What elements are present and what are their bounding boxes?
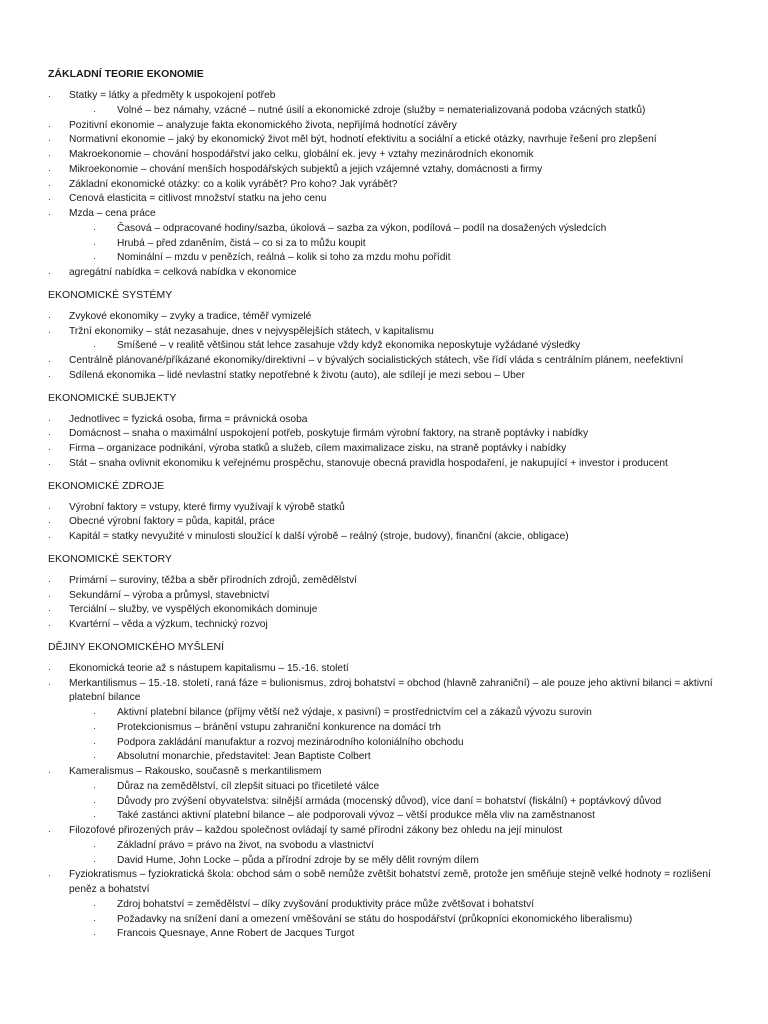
bullet-icon: ·	[93, 722, 96, 733]
list-item-text: Mikroekonomie – chování menších hospodářských subjektů a jejich vzájemné vztahy, domácnosti a firmy	[69, 163, 543, 175]
list-item-text: Merkantilismus – 15.-18. století, raná fáze = bulionismus, zdroj bohatství = obchod (hlavně zahraniční) – ale pouze jeho aktivní bilanci = aktivní platební bilance	[69, 677, 713, 704]
sub-list-item	[48, 736, 728, 751]
bullet-icon: ·	[48, 605, 51, 616]
list-item-text: Základní právo = právo na život, na svobodu a vlastnictví	[117, 839, 374, 851]
bullet-icon: ·	[48, 767, 51, 777]
bullet-list	[48, 501, 728, 545]
list-item	[48, 824, 728, 839]
list-item-text: Smíšené – v realitě většinou stát lehce zasahuje vždy když ekonomika neposkytuje vyžádané výsledky	[117, 340, 581, 352]
bullet-icon: ·	[48, 91, 51, 101]
bullet-icon: ·	[48, 209, 51, 219]
bullet-icon: ·	[48, 575, 51, 586]
list-item	[48, 354, 728, 369]
list-item	[48, 148, 728, 163]
list-item	[48, 413, 728, 428]
list-item-text: Výrobní faktory = vstupy, které firmy využívají k výrobě statků	[69, 501, 345, 513]
list-item	[48, 442, 728, 457]
bullet-list	[48, 310, 728, 384]
list-item-text: Pozitivní ekonomie – analyzuje fakta ekonomického života, nepřijímá hodnotící závěry	[69, 119, 457, 131]
sub-list-item	[48, 237, 728, 252]
section	[48, 287, 728, 384]
list-item-text: Jednotlivec = fyzická osoba, firma = právnická osoba	[69, 413, 308, 425]
list-item-text: Absolutní monarchie, představitel: Jean Baptiste Colbert	[117, 751, 371, 763]
list-item-text: Firma – organizace podnikání, výroba statků a služeb, cílem maximalizace zisku, na straně poptávky i nabídky	[69, 443, 567, 454]
bullet-icon: ·	[48, 620, 51, 630]
list-item-text: Důraz na zemědělství, cíl zlepšit situaci po třicetileté válce	[117, 780, 380, 792]
sub-list-item	[48, 854, 728, 869]
bullet-icon: ·	[48, 120, 51, 131]
list-item-text: Normativní ekonomie – jaký by ekonomický život měl být, hodnotí efektivitu a sociální a etické otázky, navrhuje řešení pro zlepšení	[69, 134, 657, 146]
bullet-icon: ·	[48, 590, 51, 601]
section	[48, 478, 728, 545]
list-item	[48, 192, 728, 207]
list-item	[48, 618, 728, 633]
list-item-text: Centrálně plánované/příkázané ekonomiky/direktivní – v bývalých socialistických státech, vše řídí vláda s centrálním plánem, neefektivní	[69, 355, 684, 366]
bullet-icon: ·	[93, 105, 96, 116]
bullet-icon: ·	[93, 781, 96, 792]
list-item-text: Podpora zakládání manufaktur a rozvoj mezinárodního koloniálního obchodu	[117, 736, 464, 748]
list-item-text: Volné – bez námahy, vzácné – nutné úsilí a ekonomické zdroje (služby = nematerializovaná podoba vzácných statků)	[117, 104, 646, 116]
list-item	[48, 530, 728, 545]
list-item	[48, 457, 728, 472]
section-heading: EKONOMICKÉ SEKTORY	[48, 552, 172, 565]
list-item-text: Ekonomická teorie až s nástupem kapitalismu – 15.-16. století	[69, 662, 349, 674]
bullet-icon: ·	[93, 899, 96, 910]
bullet-icon: ·	[93, 737, 96, 748]
list-item	[48, 868, 728, 898]
bullet-icon: ·	[48, 663, 51, 674]
list-item-text: Makroekonomie – chování hospodářství jako celku, globální ek. jevy + vztahy mezinárodních ekonomik	[69, 149, 534, 160]
sub-list-item	[48, 721, 728, 736]
list-item-text: Primární – suroviny, těžba a sběr přírodních zdrojů, zemědělství	[69, 574, 358, 586]
bullet-icon: ·	[48, 268, 51, 278]
bullet-icon: ·	[48, 826, 51, 836]
list-item-text: Filozofové přirozených práv – každou společnost ovládají ty samé přírodní zákony bez ohledu na její minulost	[69, 825, 563, 836]
list-item	[48, 677, 728, 707]
section	[48, 390, 728, 472]
list-item	[48, 310, 728, 325]
list-item-text: Domácnost – snaha o maximální uspokojení potřeb, poskytuje firmám výrobní faktory, na straně poptávky i nabídky	[69, 428, 589, 440]
list-item	[48, 163, 728, 178]
bullet-icon: ·	[93, 223, 96, 234]
list-item-text: Kapitál = statky nevyužité v minulosti sloužící k další výrobě – reálný (stroje, budovy), finanční (akcie, obligace)	[69, 531, 569, 542]
bullet-icon: ·	[93, 855, 96, 866]
list-item	[48, 119, 728, 134]
bullet-icon: ·	[48, 678, 51, 689]
list-item-text: Důvody pro zvýšení obyvatelstva: silnější armáda (mocenský důvod), více daní = bohatství (fiskální) + poptávkový důvod	[117, 795, 662, 807]
list-item-text: Sekundární – výroba a průmysl, stavebnictví	[69, 589, 270, 601]
list-item-text: Fyziokratismus – fyziokratická škola: obchod sám o sobě nemůže zvětšit bohatství země, protože jen směňuje stejně velké hodnoty = rozlišení peněz a bohatství	[69, 869, 711, 895]
list-item	[48, 574, 728, 589]
list-item-text: Sdílená ekonomika – lidé nevlastní statky nepotřebné k životu (auto), ale sdílejí je mezi sebou – Uber	[69, 369, 525, 381]
list-item-text: Tržní ekonomiky – stát nezasahuje, dnes v nejvyspělejších státech, v kapitalismu	[69, 325, 434, 337]
list-item-text: Požadavky na snížení daní a omezení vměšování se státu do hospodářství (průkopníci ekonomického liberalismu)	[117, 913, 633, 925]
section-heading: EKONOMICKÉ ZDROJE	[48, 479, 165, 492]
list-item-text: Terciální – služby, ve vyspělých ekonomikách dominuje	[69, 604, 318, 616]
sub-list-item	[48, 104, 728, 119]
bullet-icon: ·	[48, 532, 51, 542]
list-item-text: Nominální – mzdu v penězích, reálná – kolik si toho za mzdu mohu pořídit	[117, 252, 451, 264]
list-item	[48, 589, 728, 604]
list-item-text: Cenová elasticita = citlivost množství statku na jeho cenu	[69, 193, 327, 205]
bullet-icon: ·	[48, 311, 51, 322]
list-item-text: Zvykové ekonomiky – zvyky a tradice, téměř vymizelé	[69, 310, 312, 322]
bullet-list	[48, 413, 728, 472]
list-item-text: Hrubá – před zdaněním, čistá – co si za to můžu koupit	[117, 237, 366, 249]
list-item-text: Kvartérní – věda a výzkum, technický rozvoj	[69, 619, 268, 630]
bullet-icon: ·	[48, 370, 51, 381]
section-heading: EKONOMICKÉ SUBJEKTY	[48, 391, 177, 404]
list-item	[48, 325, 728, 340]
bullet-icon: ·	[93, 929, 96, 940]
sub-list-item	[48, 795, 728, 810]
list-item	[48, 369, 728, 384]
list-item-text: Zdroj bohatství = zemědělství – díky zvyšování produktivity práce může zvětšovat i bohatství	[117, 898, 535, 910]
list-item	[48, 133, 728, 148]
bullet-icon: ·	[48, 356, 51, 366]
section	[48, 551, 728, 633]
bullet-icon: ·	[93, 840, 96, 851]
bullet-icon: ·	[48, 502, 51, 513]
bullet-icon: ·	[93, 238, 96, 249]
bullet-icon: ·	[48, 870, 51, 881]
sub-list-item	[48, 780, 728, 795]
document-page	[48, 66, 728, 948]
section-heading: DĚJINY EKONOMICKÉHO MYŠLENÍ	[48, 640, 225, 653]
sub-list-item	[48, 898, 728, 913]
bullet-list	[48, 89, 728, 281]
list-item-text: Základní ekonomické otázky: co a kolik vyrábět? Pro koho? Jak vyrábět?	[69, 178, 398, 190]
section	[48, 66, 728, 281]
bullet-icon: ·	[48, 194, 51, 205]
bullet-list	[48, 662, 728, 942]
list-item-text: Mzda – cena práce	[69, 208, 156, 219]
bullet-icon: ·	[48, 429, 51, 440]
list-item-text: David Hume, John Locke – půda a přírodní zdroje by se měly dělit rovným dílem	[117, 854, 479, 866]
bullet-icon: ·	[93, 914, 96, 925]
list-item-text: agregátní nabídka = celková nabídka v ekonomice	[69, 267, 297, 278]
list-item-text: Kameralismus – Rakousko, současně s merkantilismem	[69, 766, 322, 777]
bullet-icon: ·	[93, 341, 96, 352]
bullet-icon: ·	[48, 414, 51, 425]
bullet-icon: ·	[93, 752, 96, 763]
bullet-icon: ·	[93, 811, 96, 822]
bullet-icon: ·	[48, 135, 51, 146]
list-item	[48, 501, 728, 516]
bullet-icon: ·	[48, 326, 51, 337]
section-heading: EKONOMICKÉ SYSTÉMY	[48, 288, 173, 301]
section-heading: ZÁKLADNÍ TEORIE EKONOMIE	[48, 68, 204, 80]
sub-list-item	[48, 706, 728, 721]
sub-list-item	[48, 750, 728, 765]
list-item-text: Obecné výrobní faktory = půda, kapitál, práce	[69, 516, 275, 528]
list-item	[48, 515, 728, 530]
list-item-text: Statky = látky a předměty k uspokojení potřeb	[69, 90, 276, 101]
list-item-text: Také zastánci aktivní platební bilance – ale podporovali vývoz – větší produkce měla vliv na zaměstnanost	[117, 810, 595, 822]
list-item	[48, 765, 728, 780]
sub-list-item	[48, 339, 728, 354]
sub-list-item	[48, 809, 728, 824]
section	[48, 639, 728, 942]
bullet-icon: ·	[93, 796, 96, 807]
list-item-text: Aktivní platební bilance (příjmy větší než výdaje, x pasivní) = prostřednictvím cel a zákazů vývozu surovin	[117, 707, 592, 718]
bullet-icon: ·	[48, 517, 51, 528]
list-item-text: Protekcionismus – bránění vstupu zahraniční konkurence na domácí trh	[117, 721, 441, 733]
list-item	[48, 603, 728, 618]
bullet-icon: ·	[48, 164, 51, 175]
list-item	[48, 266, 728, 281]
list-item	[48, 662, 728, 677]
list-item-text: Francois Quesnaye, Anne Robert de Jacques Turgot	[117, 928, 355, 940]
list-item-text: Časová – odpracované hodiny/sazba, úkolová – sazba za výkon, podílová – podíl na dosažených výsledcích	[117, 222, 607, 234]
list-item-text: Stát – snaha ovlivnit ekonomiku k veřejnému prospěchu, stanovuje obecná pravidla hospodaření, je nakupující + investor i producent	[69, 457, 668, 469]
bullet-icon: ·	[48, 458, 51, 469]
bullet-icon: ·	[48, 179, 51, 190]
bullet-icon: ·	[93, 708, 96, 718]
bullet-list	[48, 574, 728, 633]
list-item	[48, 427, 728, 442]
bullet-icon: ·	[48, 150, 51, 160]
sub-list-item	[48, 251, 728, 266]
list-item	[48, 89, 728, 104]
list-item	[48, 207, 728, 222]
sub-list-item	[48, 839, 728, 854]
list-item	[48, 178, 728, 193]
sub-list-item	[48, 913, 728, 928]
bullet-icon: ·	[93, 253, 96, 264]
bullet-icon: ·	[48, 444, 51, 454]
sub-list-item	[48, 222, 728, 237]
sub-list-item	[48, 927, 728, 942]
